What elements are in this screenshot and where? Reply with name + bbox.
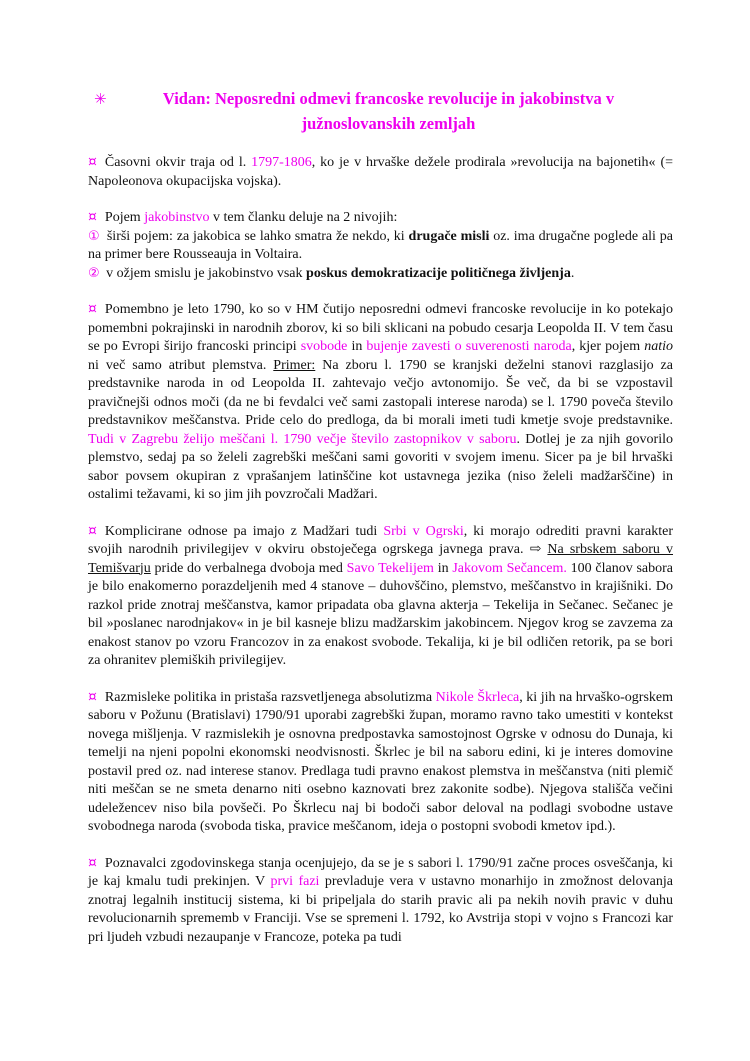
text-run: v tem članku deluje na 2 nivojih: (209, 210, 398, 225)
text-run: in (433, 560, 453, 576)
paragraph (88, 153, 673, 191)
paragraph (88, 854, 673, 948)
paragraph-bullet-icon: ¤ (88, 688, 97, 705)
text-run: oz. ima drugačne poglede ali pa na primer bere Rousseauja in Voltaira. (88, 228, 673, 262)
text-run: Na zboru l. 1790 se kranjski deželni stanovi razglasijo za predstavnike naroda in od Leopolda II. zahtevajo večjo avtonomijo. Še več, da bi se vzpostavil pravičnejši odnos moči (da ne bi fevdalci več sami zastopali interese naroda) se l. 1790 poveča število predstavnikov meščanstva. Pride celo do predloga, da bi morali imeti tudi kmetje svoje predstavnike. (88, 357, 673, 428)
asterisk-icon: ✳ (94, 90, 107, 108)
text-run: . (570, 265, 575, 281)
paragraph (88, 208, 673, 228)
text-run: , ki jih na hrvaško-ogrskem saboru v Požunu (Bratislavi) 1790/91 uporabi zagrebški župan, moramo ravno tako umestiti v kontekst novega mišljenja. V razmislekih je osnovna predpostavka samostojnost Ogrske v odnosu do Dunaja, ki temelji na njeni popolni ekonomski neodvisnosti. Škrlec je bil na saboru edini, ki je interes domovine postavil pred oz. nad interese stanov. Predlaga tudi pravno enakost plemstva in meščanstva (niti plemič niti meščan se ne smeta denarno niti osebno kaznovati brez zakonite sodbe). Njegova stališča večini udeležencev niso bila povšeči. Po Škrlecu naj bi bodoči sabor deloval na podlagi svobodne ustave svobodnega naroda (svoboda tiska, pravice meščanom, ideja o postopni svobodi kmetov ipd.). (88, 689, 673, 834)
text-run: bujenje zavesti o suverenosti naroda (366, 339, 572, 354)
paragraph (88, 265, 673, 284)
text-run: Komplicirane odnose pa imajo z Madžari tudi (104, 523, 384, 539)
text-run: Pojem (104, 210, 145, 225)
text-run: pride do verbalnega dvoboja med (150, 560, 347, 576)
paragraph (88, 522, 673, 671)
text-run: Poznavalci zgodovinskega stanja ocenjujejo, da se je s sabori l. 1790/91 začne proces osveščanja, ki je kaj kmalu tudi prekinjen. V (88, 855, 673, 889)
paragraph-bullet-icon: ¤ (88, 854, 97, 871)
text-run: prevladuje vera v ustavno monarhijo in zmožnost delovanja znotraj legalnih institucij sistema, ki bi pripeljala do starih pravic ali pa nekih novih pravic v duhu revolucionarnih sprememb v Franciji. Vse se spremeni l. 1792, ko Avstrija stopi v vojno s Francozi kar pri ljudeh vzbudi nezaupanje v Francoze, poteka pa tudi (88, 874, 673, 945)
text-run: jakobinstvo (144, 210, 210, 225)
document-title (88, 86, 673, 136)
text-run: , ko je v hrvaške dežele prodirala »revolucija na bajonetih« (= Napoleonova okupacijska vojska). (88, 155, 673, 189)
paragraph-bullet-icon: ¤ (88, 154, 97, 170)
text-run: svobode (300, 339, 348, 354)
paragraph (88, 228, 673, 265)
text-run: natio (644, 339, 673, 354)
text-run: Srbi v Ogrski (383, 523, 464, 539)
text-run: Časovni okvir traja od l. (104, 155, 252, 170)
document-body (88, 153, 673, 947)
text-run: , ki morajo odrediti pravni karakter svojih narodnih privilegijev v okviru obstoječega ogrskega javnega prava. ⇨ (88, 523, 673, 557)
paragraph (88, 688, 673, 837)
text-run: Razmisleke politika in pristaša razsvetljenega absolutizma (104, 689, 436, 705)
text-run: in (347, 339, 367, 354)
paragraph-bullet-icon: ¤ (88, 209, 97, 225)
text-run: 100 članov sabora je bilo enakomerno porazdeljenih med 4 stanove – duhovščino, plemstvo, meščanstvo in krajišniki. Do razkol pride znotraj meščanstva, kamor pripadata oba glavna akterja – Tekelija in Sečanec. Sečanec je bil »poslanec narodnjakov« in je bil kasneje blizu madžarskim jakobincem. Njegov krog se zavzema za enakost stanov po vzoru Francozov in za enakost svobode. Tekalija, ki je bil odličen retorik, pa se bori za ohranitev plemiških privilegijev. (88, 560, 673, 668)
text-run: Jakovom Sečancem. (452, 560, 567, 576)
paragraph-bullet-icon: ¤ (88, 301, 97, 317)
text-run: , kjer pojem (571, 339, 645, 354)
document-title-text: Vidan: Neposredni odmevi francoske revolucije in jakobinstva v južnoslovanskih zemljah (162, 89, 615, 133)
paragraph (88, 300, 673, 505)
text-run: Primer: (273, 357, 316, 373)
paragraph-bullet-icon: ¤ (88, 522, 97, 539)
text-run: ni več samo atribut plemstva. (88, 357, 274, 373)
text-run: Na srbskem saboru v Temišvarju (88, 542, 673, 576)
text-run: širši pojem: za jakobica se lahko smatra že nekdo, ki (103, 228, 409, 244)
text-run: poskus demokratizacije političnega življenja (306, 265, 571, 281)
text-run: Pomembno je leto 1790, ko so v HM čutijo neposredni odmevi francoske revolucije in ko potekajo pomembni pokrajinski in narodnih zborov, ki so bili sklicani na pobudo cesarja Leopolda II. V tem času se po Evropi širijo francoski principi (88, 302, 673, 354)
text-run: v ožjem smislu je jakobinstvo vsak (102, 265, 307, 281)
text-run: 1797-1806 (251, 155, 312, 170)
text-run: Nikole Škrleca (435, 689, 520, 705)
text-run: Savo Tekelijem (346, 560, 434, 576)
text-run: drugače misli (408, 228, 490, 244)
text-run: prvi fazi (270, 874, 320, 889)
numbered-bullet-icon: ② (88, 265, 100, 281)
text-run: . Dotlej je za njih govorilo plemstvo, sedaj pa so želeli zagrebški meščani sami govoriti v svojem imenu. Sicer pa je bil hrvaški sabor povsem okupiran z vprašanjem latinščine kot ustavnega jezika (niso želeli madžarščine) in ostalimi težavami, ki so jim jih povzročali Madžari. (88, 431, 673, 502)
text-run: Tudi v Zagrebu želijo meščani l. 1790 večje število zastopnikov v saboru (88, 431, 517, 447)
numbered-bullet-icon: ① (88, 228, 101, 244)
